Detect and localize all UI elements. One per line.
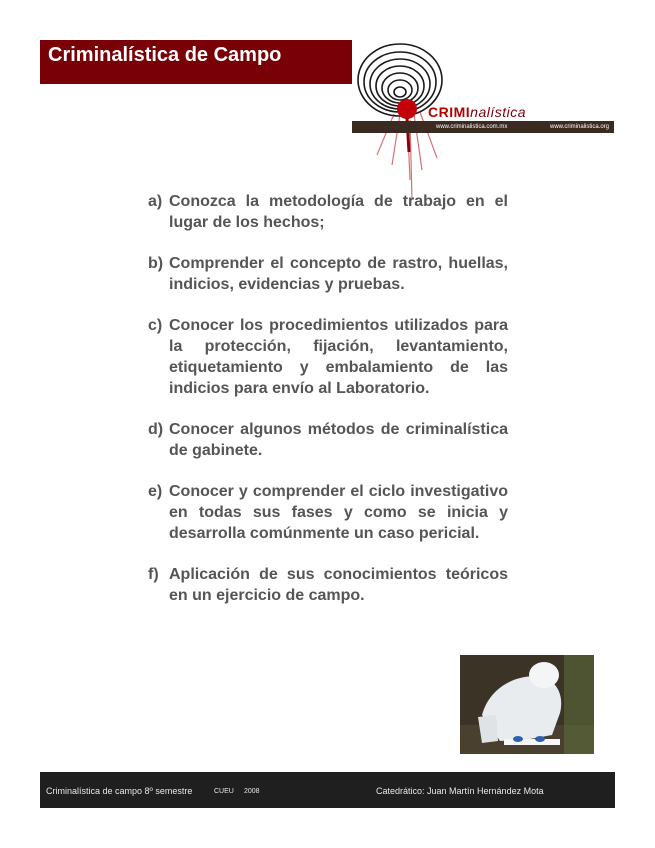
list-item [148,253,508,295]
forensic-investigator-photo [460,655,594,754]
list-marker: f) [148,566,159,583]
logo-wordmark: CRIMInalística [428,104,527,120]
list-item [148,315,508,399]
list-item [148,191,508,233]
footer-course: Criminalística de campo 8º semestre [46,786,193,796]
list-item [148,481,508,544]
list-marker: e) [148,483,163,500]
list-marker: a) [148,193,163,210]
list-item [148,564,508,606]
list-item-text: Comprender el concepto de rastro, huellas, indicios, evidencias y pruebas. [169,255,508,293]
list-item-text: Conocer algunos métodos de criminalística de gabinete. [169,421,508,459]
page-title: Criminalística de Campo [40,40,352,84]
list-item-text: Aplicación de sus conocimientos teóricos en un ejercicio de campo. [169,566,508,604]
logo-url-left: www.criminalistica.com.mx [436,124,508,130]
footer-bar [40,772,615,808]
objectives-list [148,191,508,626]
list-item [148,419,508,461]
footer-institution: CUEU [214,788,234,795]
list-marker: c) [148,317,163,334]
list-item-text: Conocer y comprender el ciclo investigativo en todas sus fases y como se inicia y desarrolla comúnmente un caso pericial. [169,483,508,542]
list-item-text: Conocer los procedimientos utilizados para la protección, fijación, levantamiento, etiquetamiento y embalamiento de las indicios para envío al Laboratorio. [169,317,508,397]
footer-year: 2008 [244,788,260,795]
list-marker: d) [148,421,164,438]
footer-professor: Catedrático: Juan Martín Hernández Mota [376,786,544,796]
list-marker: b) [148,255,164,272]
list-item-text: Conozca la metodología de trabajo en el lugar de los hechos; [169,193,508,231]
criminalistica-logo [352,40,614,210]
logo-url-right: www.criminalistica.org [550,124,610,130]
